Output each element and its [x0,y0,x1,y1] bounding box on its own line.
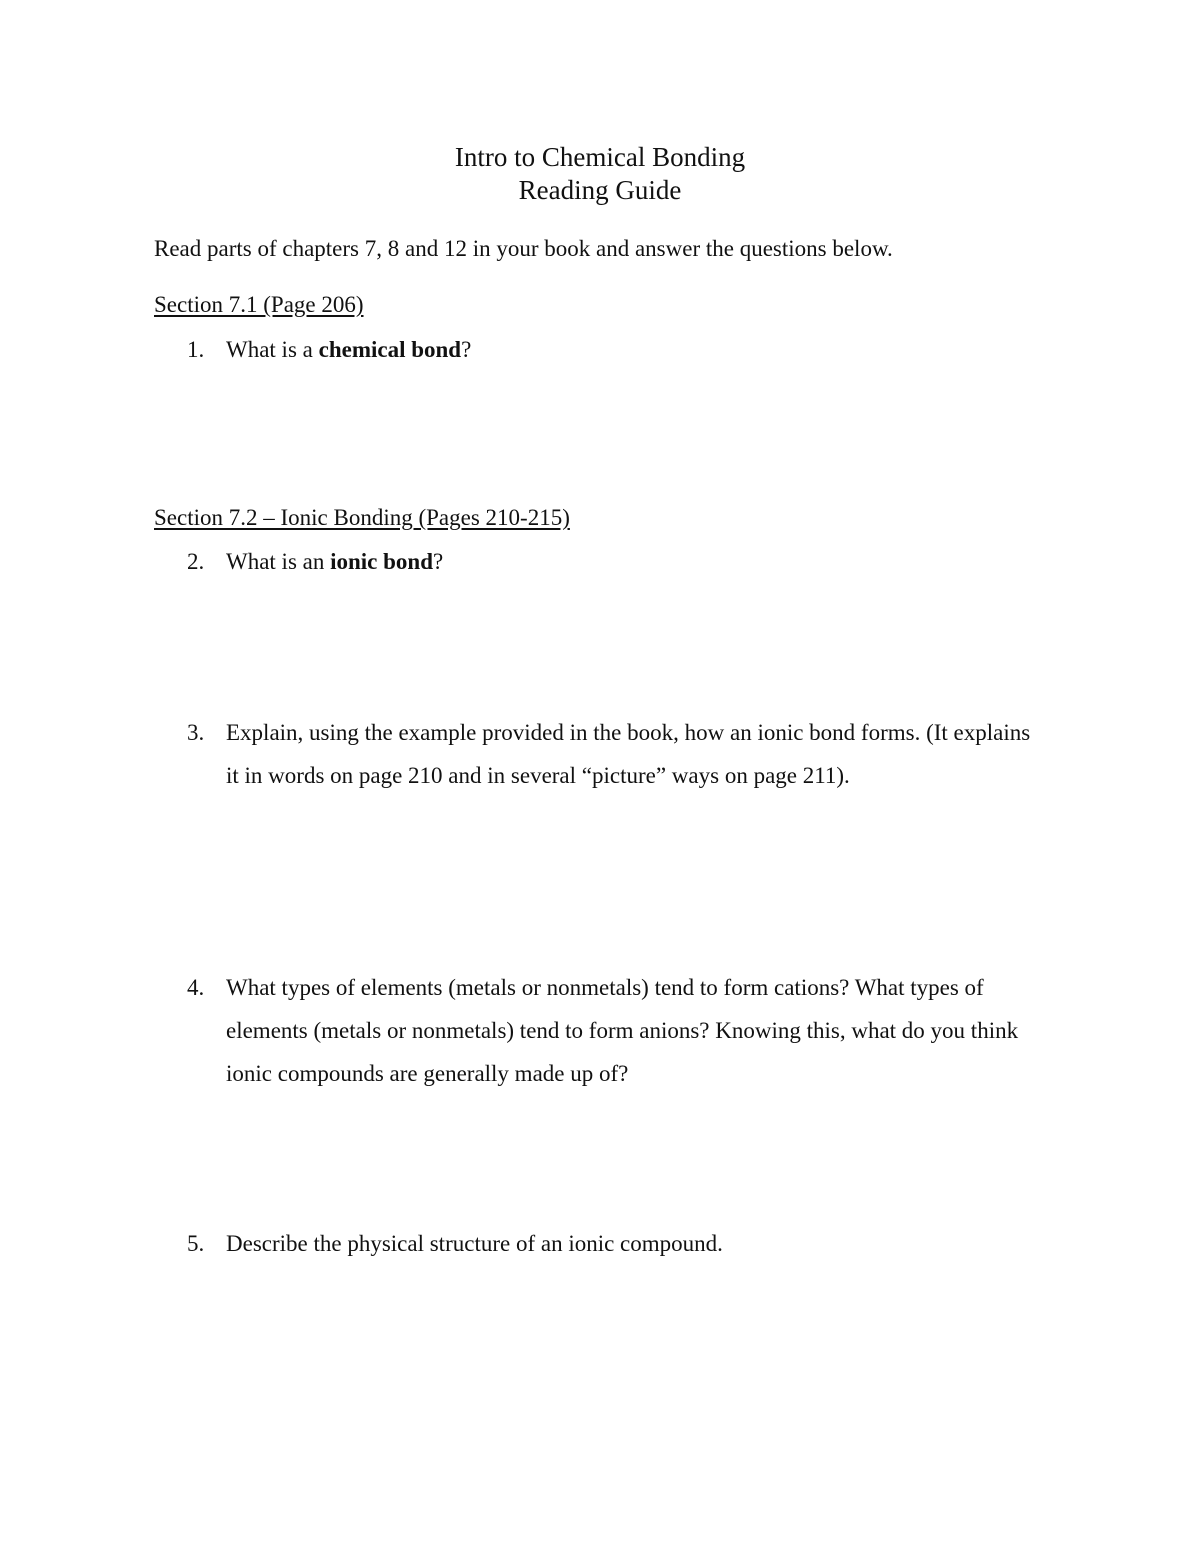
question-term-bold: ionic bond [330,549,434,574]
question-text-pre: What is an [226,549,331,574]
document-title: Intro to Chemical Bonding [454,142,746,172]
question-text-pre: What is a [226,337,319,362]
section-heading-7-1: Section 7.1 (Page 206) [154,292,364,317]
question-text: Explain, using the example provided in the book, how an ionic bond forms. (It explains it in words on page 210 and in several “picture” ways on page 211). [226,720,1031,788]
question-number: 2. [187,549,205,574]
question-text: Describe the physical structure of an ionic compound. [226,1231,723,1256]
question-number: 1. [187,337,205,362]
question-number: 4. [187,975,205,1000]
section-heading-7-2: Section 7.2 – Ionic Bonding (Pages 210-215) [154,505,570,530]
question-number: 3. [187,720,205,745]
question-text: What types of elements (metals or nonmetals) tend to form cations? What types of elements (metals or nonmetals) tend to form anions? Knowing this, what do you think ionic compounds are generally made up of? [226,975,1019,1086]
question-text [226,540,1036,583]
question-term-bold: chemical bond [318,337,462,362]
intro-instructions: Read parts of chapters 7, 8 and 12 in your book and answer the questions below. [154,236,893,261]
question-number: 5. [187,1231,205,1256]
question-text-post: ? [461,337,472,362]
question-text [226,328,1036,371]
document-subtitle: Reading Guide [518,175,682,205]
question-text-post: ? [433,549,444,574]
